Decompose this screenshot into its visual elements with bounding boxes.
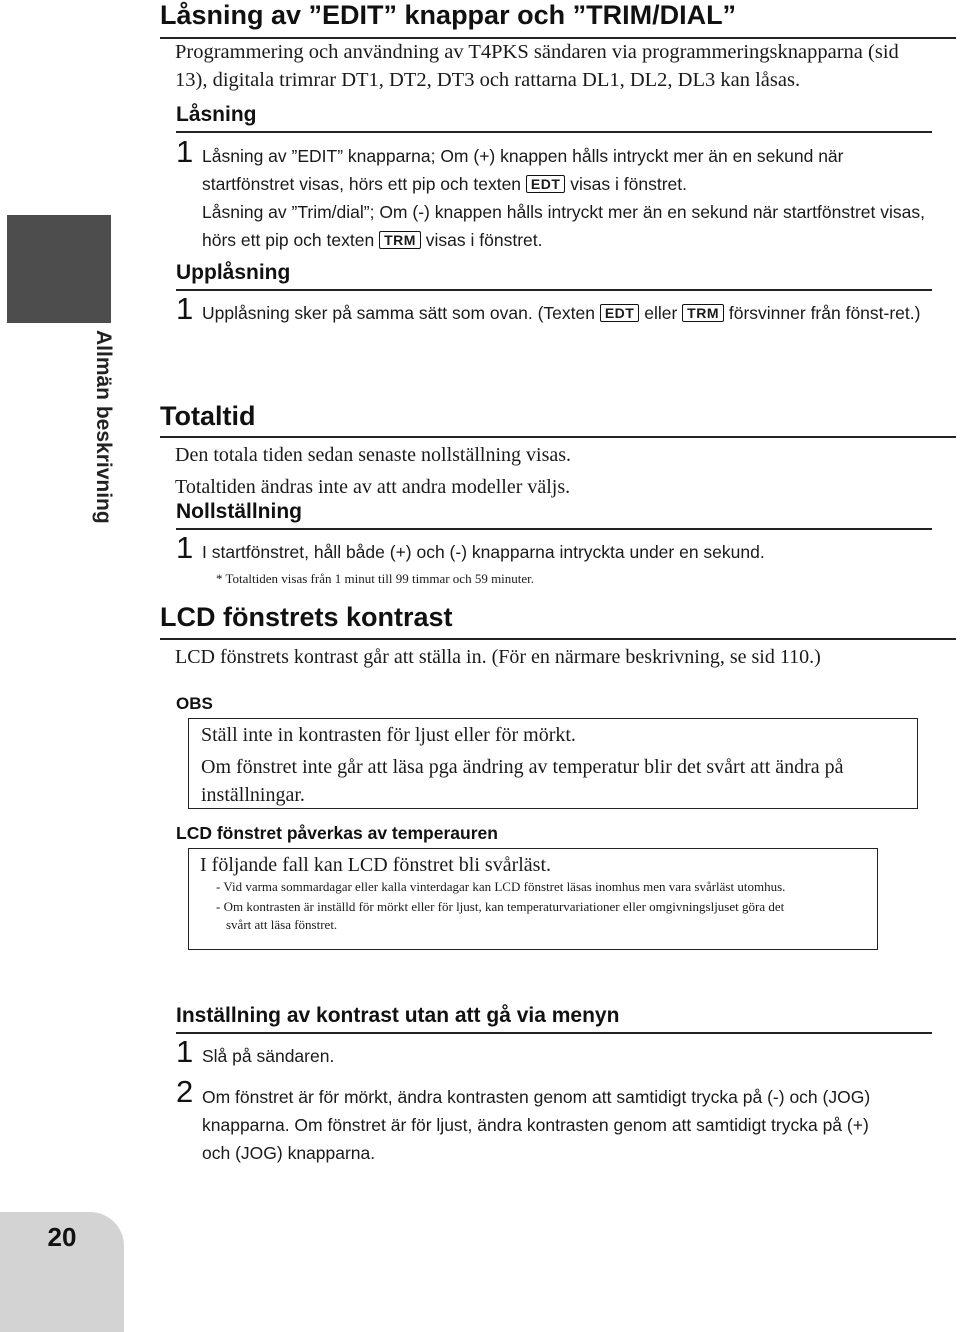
page-number: 20: [47, 1222, 77, 1252]
unlock-step-number: 1: [176, 291, 194, 326]
temp-item-1: - Vid varma sommardagar eller kalla vinterdagar kan LCD fönstret läsas inomhus men vara svårläst utomhus.: [216, 879, 786, 894]
trm-lcd-icon: TRM: [682, 304, 724, 322]
lock-step-number: 1: [176, 134, 194, 169]
reset-note: * Totaltiden visas från 1 minut till 99 timmar och 59 minuter.: [216, 571, 535, 586]
obs-line-1: Ställ inte in kontrasten för ljust eller för mörkt.: [201, 724, 576, 746]
lock-section-title: Låsning av ”EDIT” knappar och ”TRIM/DIAL”: [160, 0, 737, 30]
temp-heading: LCD fönstret påverkas av temperauren: [176, 823, 498, 843]
side-tab-block: [7, 215, 111, 323]
lock-heading: Låsning: [176, 103, 257, 126]
lcd-intro: LCD fönstrets kontrast går att ställa in. (För en närmare beskrivning, se sid 110.): [175, 646, 821, 668]
direct-step-1-number: 1: [176, 1034, 194, 1069]
unlock-heading-rule: [176, 289, 932, 291]
unlock-step-or: eller: [644, 303, 678, 323]
reset-step-number: 1: [176, 530, 194, 565]
temp-item-2-cont: svårt att läsa fönstret.: [226, 917, 338, 932]
lock-step-edit: [202, 142, 937, 198]
lcd-title-rule: [160, 638, 956, 640]
side-tab-label: Allmän beskrivning: [92, 330, 115, 524]
reset-heading-rule: [176, 528, 932, 530]
direct-step-1: Slå på sändaren.: [202, 1046, 335, 1066]
total-line-1: Den totala tiden sedan senaste nollställning visas.: [175, 444, 572, 466]
unlock-step-text: Upplåsning sker på samma sätt som ovan. (Texten: [202, 303, 595, 323]
lcd-section-title: LCD fönstrets kontrast: [160, 602, 453, 632]
obs-line-2: Om fönstret inte går att läsa pga ändring av temperatur blir det svårt att ändra på inställningar.: [201, 756, 844, 806]
lock-heading-rule: [176, 131, 932, 133]
lock-step-trim: [202, 198, 937, 254]
trm-lcd-icon: TRM: [379, 231, 421, 249]
total-line-2: Totaltiden ändras inte av att andra modeller väljs.: [175, 476, 571, 498]
direct-step-2: Om fönstret är för mörkt, ändra kontrasten genom att samtidigt trycka på (-) och (JOG) knapparna. Om fönstret är för ljust, ändra kontrasten genom att samtidigt trycka på (+) och (JOG) knapparna.: [202, 1087, 871, 1163]
total-title-rule: [160, 436, 956, 438]
direct-step-2-number: 2: [176, 1074, 194, 1109]
reset-step: I startfönstret, håll både (+) och (-) knapparna intryckta under en sekund.: [202, 542, 765, 562]
unlock-step-tail: försvinner från fönst-ret.): [728, 303, 921, 323]
unlock-step: [202, 299, 937, 327]
unlock-heading: Upplåsning: [176, 261, 291, 284]
temp-item-2: - Om kontrasten är inställd för mörkt eller för ljust, kan temperaturvariationer eller omgivningsljuset göra det: [216, 899, 785, 914]
direct-heading: Inställning av kontrast utan att gå via menyn: [176, 1004, 620, 1027]
lock-step-trim-tail: visas i fönstret.: [425, 230, 543, 250]
obs-label: OBS: [176, 694, 213, 713]
temp-lead: I följande fall kan LCD fönstret bli svårläst.: [200, 854, 552, 876]
edt-lcd-icon: EDT: [600, 304, 640, 322]
lock-step-trim-text: Låsning av ”Trim/dial”; Om (-) knappen hålls intryckt mer än en sekund när startfönstret visas, hörs ett pip och texten: [202, 202, 925, 250]
direct-heading-rule: [176, 1032, 932, 1034]
lock-step-edit-tail: visas i fönstret.: [570, 174, 688, 194]
total-section-title: Totaltid: [160, 401, 256, 431]
edt-lcd-icon: EDT: [526, 175, 566, 193]
lock-intro: Programmering och användning av T4PKS sändaren via programmeringsknapparna (sid 13), digitala trimrar DT1, DT2, DT3 och rattarna DL1, DL2, DL3 kan låsas.: [175, 41, 899, 91]
lock-step-edit-text: Låsning av ”EDIT” knapparna; Om (+) knappen hålls intryckt mer än en sekund när startfönstret visas, hörs ett pip och texten: [202, 146, 844, 194]
reset-heading: Nollställning: [176, 500, 302, 523]
